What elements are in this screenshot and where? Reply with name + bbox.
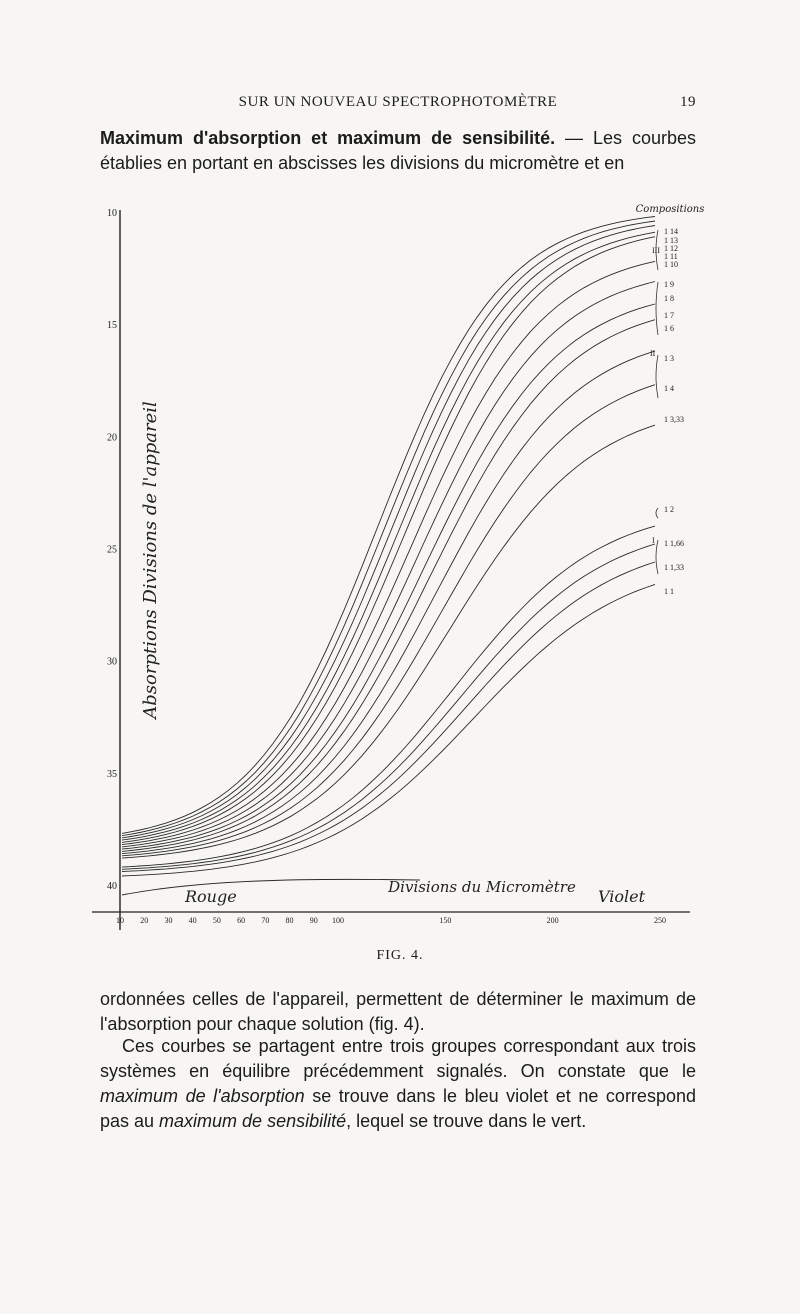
y-tick-label: 35: [107, 768, 117, 780]
x-tick-label: 100: [332, 916, 344, 925]
x-tick-label: 70: [261, 916, 270, 925]
legend-item: 1 13: [664, 236, 678, 245]
y-tick-labels: [107, 208, 117, 892]
x-tick-labels: [116, 916, 666, 925]
y-tick-label: 25: [107, 544, 117, 556]
paragraph-3-text-a: Ces courbes se partagent entre trois groupes correspondant aux trois systèmes en équilibre précédemment signalés. On constate que le: [100, 1036, 696, 1081]
violet-label: Violet: [598, 887, 646, 906]
legend-item: 1 7: [664, 311, 674, 320]
legend-item: 1 12: [664, 244, 678, 253]
legend-bracket: [656, 282, 658, 335]
absorption-curve: [122, 221, 655, 836]
group-mark-iii: III: [652, 246, 660, 255]
absorption-curve: [122, 282, 655, 847]
section-heading: Maximum d'absorption et maximum de sensibilité.: [100, 128, 556, 148]
absorption-curve: [122, 425, 655, 858]
absorption-curve: [122, 237, 655, 843]
x-tick-label: 200: [546, 916, 559, 925]
legend-bracket: [656, 355, 658, 398]
group-mark-i: I: [652, 536, 655, 545]
absorption-curve: [122, 562, 655, 872]
y-tick-label: 30: [107, 656, 117, 668]
paragraph-3-text-b: se trouve dans le bleu violet et ne correspond pas au: [100, 1086, 696, 1131]
y-axis-label: Absorptions Divisions de l'appareil: [140, 401, 161, 719]
x-tick-label: 40: [188, 916, 197, 925]
y-tick-label: 15: [107, 320, 117, 332]
absorption-curve: [122, 544, 655, 869]
legend-item: 1 3,33: [664, 415, 684, 424]
paragraph-3: [100, 1034, 696, 1134]
y-tick-label: 10: [107, 208, 117, 219]
running-head: [100, 94, 696, 116]
legend-item: 1 2: [664, 505, 674, 514]
legend-item: 1 1,33: [664, 563, 684, 572]
legend-bracket: [656, 540, 658, 574]
running-title: SUR UN NOUVEAU SPECTROPHOTOMÈTRE: [238, 94, 558, 110]
y-tick-label: 40: [107, 881, 117, 892]
x-tick-label: 20: [140, 916, 149, 925]
x-tick-label: 90: [309, 916, 318, 925]
absorption-curve: [122, 304, 655, 849]
absorption-curve: [122, 261, 655, 844]
x-tick-label: 30: [164, 916, 173, 925]
y-tick-label: 20: [107, 432, 117, 444]
legend-title: Compositions: [635, 204, 705, 215]
emphasis-max-sensitivity: maximum de sensibilité: [159, 1111, 347, 1131]
group-mark-ii: II: [650, 349, 656, 358]
legend-item: 1 1,66: [664, 539, 684, 548]
legend: [656, 227, 684, 596]
x-tick-label: 10: [116, 916, 124, 925]
x-tick-label: 250: [654, 916, 666, 925]
legend-bracket: [656, 508, 658, 518]
paragraph-1: [100, 126, 696, 176]
emphasis-max-absorption: maximum de l'absorption: [100, 1086, 305, 1106]
absorption-curve: [122, 584, 655, 876]
x-tick-label: 60: [237, 916, 246, 925]
x-tick-label: 50: [212, 916, 221, 925]
absorption-curve: [122, 217, 655, 834]
legend-item: 1 10: [664, 260, 678, 269]
legend-item: 1 9: [664, 280, 674, 289]
paragraph-2: ordonnées celles de l'appareil, permettent de déterminer le maximum de l'absorption pour chaque solution (fig. 4).: [100, 989, 696, 1034]
legend-item: 1 11: [664, 252, 678, 261]
rouge-label: Rouge: [185, 887, 237, 906]
absorption-curve: [122, 320, 655, 852]
x-tick-label: 80: [285, 916, 294, 925]
legend-item: 1 14: [664, 227, 678, 236]
paragraph-1-text: — Les courbes établies en portant en abscisses les divisions du micromètre et en: [100, 128, 697, 173]
absorption-curve: [122, 226, 655, 838]
absorption-curve: [122, 351, 655, 853]
figure-caption: FIG. 4.: [376, 948, 424, 963]
legend-item: 1 3: [664, 354, 674, 363]
legend-item: 1 8: [664, 294, 674, 303]
legend-item: 1 1: [664, 587, 674, 596]
x-tick-label: 150: [439, 916, 452, 925]
paragraph-3-text-c: , lequel se trouve dans le vert.: [346, 1111, 587, 1131]
curve-set: [122, 217, 655, 896]
page-number: 19: [680, 94, 696, 110]
rouge-baseline-curve: [122, 879, 420, 895]
absorption-figure: [0, 190, 800, 940]
legend-item: 1 4: [664, 384, 674, 393]
chart-axes: [92, 210, 690, 930]
legend-item: 1 6: [664, 324, 674, 333]
x-axis-label: Divisions du Micromètre: [388, 878, 576, 896]
